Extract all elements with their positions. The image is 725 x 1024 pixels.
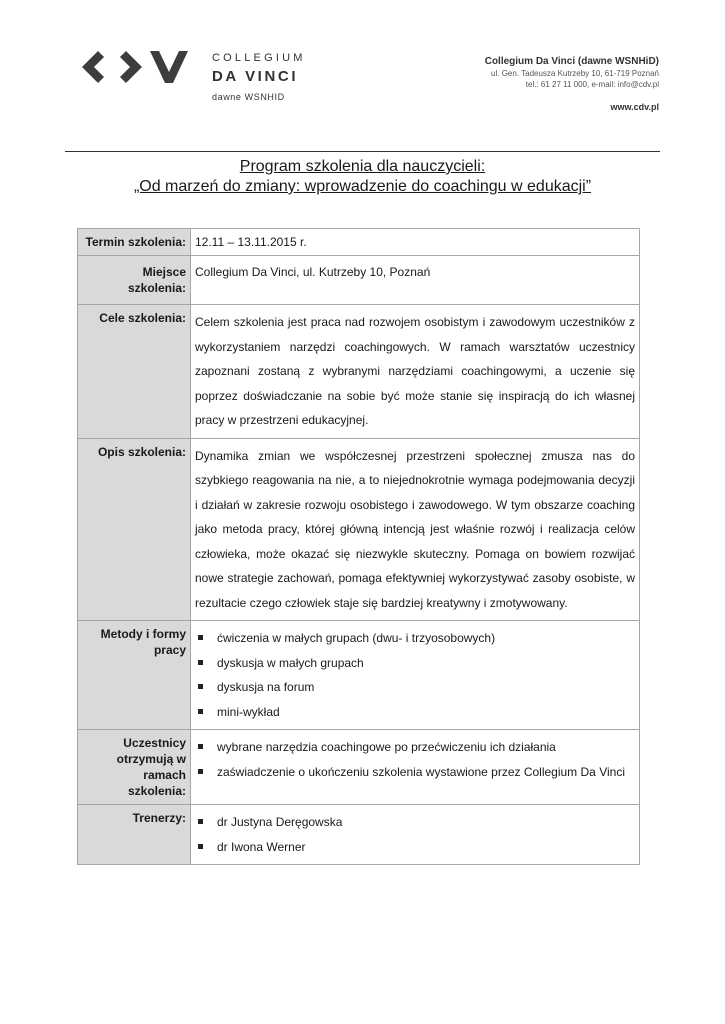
square-bullet-icon	[198, 819, 203, 824]
label-cele: Cele szkolenia:	[78, 305, 191, 439]
title-line-1: Program szkolenia dla nauczycieli:	[239, 158, 486, 175]
list-item: dyskusja w małych grupach	[195, 651, 635, 676]
square-bullet-icon	[198, 709, 203, 714]
list-item: dr Iwona Werner	[195, 835, 635, 860]
list-item: wybrane narzędzia coachingowe po przećwiczeniu ich działania	[195, 735, 635, 760]
contact-phone-email: tel.: 61 27 11 000, e-mail: info@cdv.pl	[525, 80, 659, 89]
label-termin: Termin szkolenia:	[78, 229, 191, 256]
label-trenerzy: Trenerzy:	[78, 805, 191, 865]
list-item: dyskusja na forum	[195, 675, 635, 700]
logo-line-collegium: COLLEGIUM	[212, 52, 306, 64]
cdv-logo	[80, 48, 192, 91]
square-bullet-icon	[198, 684, 203, 689]
value-uczestnicy	[191, 730, 640, 805]
value-cele: Celem szkolenia jest praca nad rozwojem osobistym i zawodowym uczestników z wykorzystaniem narzędzi coachingowych. W ramach warsztatów uczestnicy zapoznani zostaną z wybranymi narzędziami coachingowymi, a uczenie się poprzez doświadczanie na sobie być może stanie się inspiracją do ich własnej pracy w przestrzeni edukacyjnej.	[191, 305, 640, 439]
list-item: ćwiczenia w małych grupach (dwu- i trzyosobowych)	[195, 626, 635, 651]
logo-wordmark	[212, 52, 306, 102]
label-opis: Opis szkolenia:	[78, 438, 191, 621]
list-item: zaświadczenie o ukończeniu szkolenia wystawione przez Collegium Da Vinci	[195, 760, 635, 785]
contact-address: ul. Gen. Tadeusza Kutrzeby 10, 61-719 Poznań	[491, 69, 659, 78]
contact-org-name: Collegium Da Vinci (dawne WSNHiD)	[484, 56, 659, 67]
value-termin: 12.11 – 13.11.2015 r.	[191, 229, 640, 256]
list-item: mini-wykład	[195, 700, 635, 725]
logo-line-former-name: dawne WSNHID	[212, 92, 285, 102]
contact-block	[485, 55, 659, 112]
label-metody: Metody i formy pracy	[78, 621, 191, 730]
header-divider	[65, 151, 660, 152]
value-miejsce: Collegium Da Vinci, ul. Kutrzeby 10, Poznań	[191, 256, 640, 305]
row-metody	[78, 621, 640, 730]
value-trenerzy	[191, 805, 640, 865]
row-termin	[78, 229, 640, 256]
row-cele	[78, 305, 640, 439]
square-bullet-icon	[198, 844, 203, 849]
label-miejsce: Miejsce szkolenia:	[78, 256, 191, 305]
trenerzy-list	[195, 810, 635, 859]
logo-line-davinci: DA VINCI	[212, 68, 299, 85]
row-opis	[78, 438, 640, 621]
row-trenerzy	[78, 805, 640, 865]
row-miejsce	[78, 256, 640, 305]
square-bullet-icon	[198, 635, 203, 640]
value-opis: Dynamika zmian we współczesnej przestrzeni społecznej zmusza nas do szybkiego reagowania na nie, a to niejednokrotnie wymaga podejmowania decyzji i działań w zakresie rozwoju osobistego i zawodowego. W tym obszarze coaching jako metoda pracy, której główną intencją jest właśnie rozwój i realizacja celów człowieka, może okazać się niezwykle skuteczny. Pomaga on bowiem rozwijać nowe strategie zachowań, pomaga efektywniej wykorzystywać zasoby osobiste, w rezultacie czego człowiek staje się bardziej kreatywny i zmotywowany.	[191, 438, 640, 621]
row-uczestnicy	[78, 730, 640, 805]
metody-list	[195, 626, 635, 724]
cdv-logo-mark	[80, 48, 192, 86]
program-table	[77, 228, 640, 865]
list-item: dr Justyna Deręgowska	[195, 810, 635, 835]
square-bullet-icon	[198, 744, 203, 749]
value-metody	[191, 621, 640, 730]
title-line-2: „Od marzeń do zmiany: wprowadzenie do coachingu w edukacji”	[133, 178, 592, 195]
label-uczestnicy: Uczestnicy otrzymują w ramach szkolenia:	[78, 730, 191, 805]
square-bullet-icon	[198, 769, 203, 774]
square-bullet-icon	[198, 660, 203, 665]
contact-website-link[interactable]: www.cdv.pl	[610, 102, 659, 112]
uczestnicy-list	[195, 735, 635, 784]
document-title	[0, 157, 725, 197]
